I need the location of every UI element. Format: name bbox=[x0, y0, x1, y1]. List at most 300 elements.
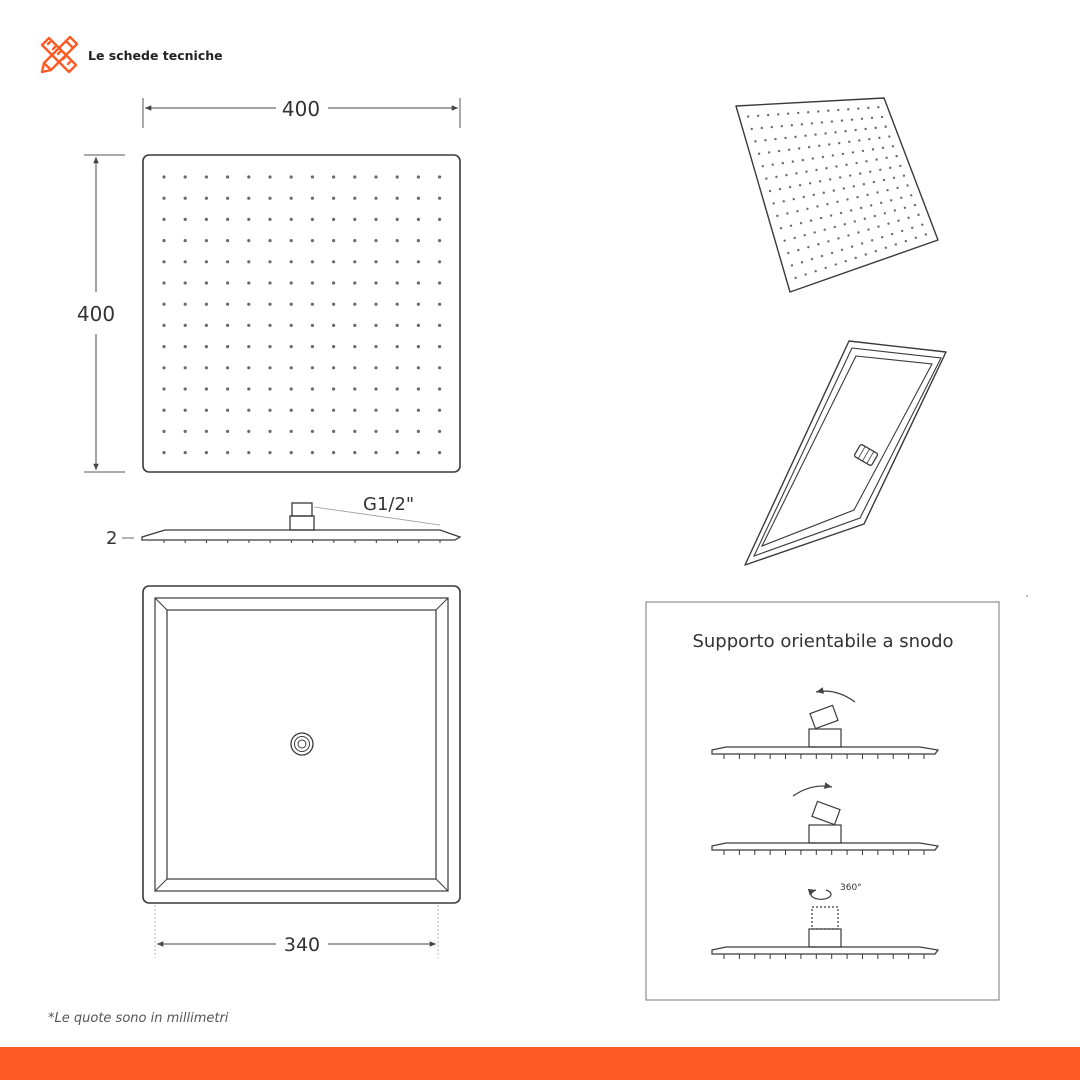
footnote: *Le quote sono in millimetri bbox=[48, 1011, 229, 1026]
nozzle bbox=[779, 188, 781, 190]
nozzle bbox=[776, 215, 778, 217]
nozzle bbox=[874, 215, 876, 217]
nozzle bbox=[762, 165, 764, 167]
nozzle bbox=[162, 239, 165, 242]
nozzle bbox=[396, 366, 399, 369]
nozzle bbox=[205, 281, 208, 284]
nozzle bbox=[205, 260, 208, 263]
nozzle bbox=[438, 239, 441, 242]
nozzle bbox=[226, 175, 229, 178]
height-dimension bbox=[77, 155, 125, 472]
nozzle bbox=[856, 196, 858, 198]
nozzle bbox=[247, 218, 250, 221]
nozzle bbox=[268, 324, 271, 327]
nozzle bbox=[332, 430, 335, 433]
nozzle bbox=[332, 175, 335, 178]
nozzle bbox=[757, 115, 759, 117]
nozzle bbox=[774, 138, 776, 140]
nozzle bbox=[905, 240, 907, 242]
nozzle bbox=[205, 409, 208, 412]
nozzle bbox=[925, 233, 927, 235]
nozzle bbox=[290, 324, 293, 327]
nozzle bbox=[827, 240, 829, 242]
nozzle bbox=[417, 387, 420, 390]
nozzle bbox=[396, 175, 399, 178]
nozzle bbox=[817, 110, 819, 112]
nozzle bbox=[162, 409, 165, 412]
nozzle bbox=[891, 233, 893, 235]
nozzle bbox=[845, 260, 847, 262]
nozzle bbox=[396, 409, 399, 412]
nozzle bbox=[184, 260, 187, 263]
nozzle bbox=[247, 303, 250, 306]
nozzle bbox=[247, 239, 250, 242]
nozzle bbox=[290, 218, 293, 221]
nozzle bbox=[353, 239, 356, 242]
nozzle bbox=[247, 324, 250, 327]
nozzle bbox=[417, 366, 420, 369]
nozzle bbox=[226, 345, 229, 348]
nozzle bbox=[836, 201, 838, 203]
nozzle bbox=[835, 263, 837, 265]
nozzle bbox=[874, 127, 876, 129]
nozzle bbox=[747, 115, 749, 117]
nozzle bbox=[881, 236, 883, 238]
nozzle bbox=[804, 234, 806, 236]
nozzle bbox=[311, 239, 314, 242]
nozzle bbox=[917, 214, 919, 216]
nozzle bbox=[842, 153, 844, 155]
nozzle bbox=[311, 281, 314, 284]
nozzle bbox=[814, 231, 816, 233]
nozzle bbox=[438, 430, 441, 433]
nozzle bbox=[184, 409, 187, 412]
nozzle bbox=[353, 197, 356, 200]
nozzle bbox=[861, 242, 863, 244]
nozzle bbox=[844, 223, 846, 225]
nozzle bbox=[226, 218, 229, 221]
nozzle bbox=[791, 264, 793, 266]
nozzle bbox=[799, 184, 801, 186]
nozzle bbox=[877, 225, 879, 227]
nozzle bbox=[783, 239, 785, 241]
nozzle bbox=[247, 260, 250, 263]
nozzle bbox=[885, 247, 887, 249]
nozzle bbox=[809, 182, 811, 184]
nozzle bbox=[882, 147, 884, 149]
nozzle bbox=[417, 345, 420, 348]
nozzle bbox=[921, 223, 923, 225]
nozzle bbox=[184, 175, 187, 178]
nozzle bbox=[353, 303, 356, 306]
nozzle bbox=[794, 277, 796, 279]
nozzle bbox=[780, 227, 782, 229]
nozzle bbox=[438, 366, 441, 369]
nozzle bbox=[797, 112, 799, 114]
nozzle bbox=[785, 174, 787, 176]
nozzle bbox=[867, 107, 869, 109]
nozzle bbox=[895, 155, 897, 157]
nozzle bbox=[205, 451, 208, 454]
nozzle bbox=[226, 260, 229, 263]
nozzle bbox=[396, 387, 399, 390]
nozzle bbox=[226, 387, 229, 390]
nozzle bbox=[417, 197, 420, 200]
nozzle bbox=[205, 345, 208, 348]
brand-name: Le schede tecniche bbox=[88, 47, 223, 63]
nozzle bbox=[205, 239, 208, 242]
nozzle bbox=[290, 387, 293, 390]
nozzle bbox=[184, 197, 187, 200]
nozzle bbox=[777, 113, 779, 115]
nozzle bbox=[885, 157, 887, 159]
nozzle bbox=[268, 197, 271, 200]
nozzle bbox=[854, 129, 856, 131]
nozzle bbox=[811, 122, 813, 124]
rotate-360-illustration bbox=[712, 883, 938, 959]
nozzle bbox=[438, 409, 441, 412]
nozzle bbox=[290, 281, 293, 284]
nozzle bbox=[833, 189, 835, 191]
nozzle bbox=[794, 136, 796, 138]
nozzle bbox=[311, 260, 314, 263]
nozzle bbox=[890, 199, 892, 201]
nozzle bbox=[374, 409, 377, 412]
nozzle bbox=[438, 197, 441, 200]
nozzle bbox=[858, 139, 860, 141]
nozzle bbox=[205, 366, 208, 369]
nozzle bbox=[268, 430, 271, 433]
nozzle bbox=[184, 303, 187, 306]
nozzle bbox=[247, 197, 250, 200]
nozzle bbox=[438, 260, 441, 263]
nozzle bbox=[824, 132, 826, 134]
nozzle bbox=[861, 118, 863, 120]
nozzle bbox=[871, 239, 873, 241]
nozzle bbox=[332, 197, 335, 200]
nozzle bbox=[417, 451, 420, 454]
nozzle bbox=[374, 303, 377, 306]
nozzle bbox=[247, 387, 250, 390]
nozzle bbox=[832, 154, 834, 156]
nozzle bbox=[863, 183, 865, 185]
nozzle bbox=[417, 324, 420, 327]
nozzle bbox=[781, 125, 783, 127]
nozzle bbox=[835, 165, 837, 167]
nozzle bbox=[793, 237, 795, 239]
nozzle bbox=[374, 366, 377, 369]
nozzle bbox=[805, 170, 807, 172]
nozzle bbox=[888, 135, 890, 137]
nozzle bbox=[311, 451, 314, 454]
nozzle bbox=[353, 345, 356, 348]
nozzle bbox=[881, 116, 883, 118]
inner-width-dimension bbox=[155, 905, 438, 958]
nozzle bbox=[844, 130, 846, 132]
nozzle bbox=[396, 430, 399, 433]
nozzle bbox=[353, 451, 356, 454]
nozzle bbox=[824, 267, 826, 269]
nozzle bbox=[821, 121, 823, 123]
nozzle bbox=[899, 165, 901, 167]
nozzle bbox=[829, 178, 831, 180]
nozzle bbox=[837, 109, 839, 111]
nozzle bbox=[226, 197, 229, 200]
nozzle bbox=[247, 451, 250, 454]
nozzle bbox=[814, 270, 816, 272]
nozzle bbox=[247, 430, 250, 433]
nozzle bbox=[864, 128, 866, 130]
nozzle bbox=[878, 137, 880, 139]
nozzle bbox=[803, 196, 805, 198]
nozzle bbox=[290, 345, 293, 348]
nozzle bbox=[846, 198, 848, 200]
height-label: 400 bbox=[76, 302, 116, 326]
nozzle bbox=[816, 205, 818, 207]
nozzle bbox=[889, 167, 891, 169]
nozzle bbox=[855, 162, 857, 164]
nozzle bbox=[866, 194, 868, 196]
front-view-plate bbox=[143, 155, 460, 472]
nozzle bbox=[838, 142, 840, 144]
nozzle bbox=[396, 239, 399, 242]
nozzle bbox=[311, 409, 314, 412]
nozzle bbox=[268, 281, 271, 284]
nozzle bbox=[815, 169, 817, 171]
nozzle bbox=[396, 260, 399, 263]
nozzle-grid bbox=[162, 175, 441, 454]
nozzle bbox=[438, 345, 441, 348]
support-title: Supporto orientabile a snodo bbox=[692, 631, 954, 652]
inner-width-label: 340 bbox=[283, 934, 321, 956]
nozzle bbox=[417, 281, 420, 284]
nozzle bbox=[893, 177, 895, 179]
nozzle bbox=[852, 151, 854, 153]
nozzle bbox=[877, 106, 879, 108]
nozzle bbox=[290, 430, 293, 433]
nozzle bbox=[810, 219, 812, 221]
nozzle bbox=[417, 430, 420, 433]
nozzle bbox=[857, 231, 859, 233]
nozzle bbox=[767, 114, 769, 116]
nozzle bbox=[311, 387, 314, 390]
nozzle bbox=[782, 162, 784, 164]
nozzle bbox=[268, 366, 271, 369]
nozzle bbox=[769, 190, 771, 192]
nozzle bbox=[831, 120, 833, 122]
nozzle bbox=[764, 139, 766, 141]
nozzle bbox=[876, 191, 878, 193]
nozzle bbox=[396, 345, 399, 348]
nozzle bbox=[775, 176, 777, 178]
nozzle bbox=[438, 218, 441, 221]
nozzle bbox=[834, 226, 836, 228]
nozzle bbox=[205, 324, 208, 327]
nozzle bbox=[162, 366, 165, 369]
nozzle bbox=[851, 119, 853, 121]
nozzle bbox=[787, 252, 789, 254]
nozzle bbox=[311, 324, 314, 327]
nozzle bbox=[801, 261, 803, 263]
nozzle bbox=[268, 260, 271, 263]
nozzle bbox=[438, 387, 441, 390]
nozzle bbox=[754, 140, 756, 142]
nozzle bbox=[771, 126, 773, 128]
nozzle bbox=[773, 202, 775, 204]
nozzle bbox=[811, 258, 813, 260]
nozzle bbox=[332, 281, 335, 284]
nozzle bbox=[332, 366, 335, 369]
nozzle bbox=[226, 281, 229, 284]
nozzle bbox=[843, 187, 845, 189]
nozzle bbox=[857, 107, 859, 109]
nozzle bbox=[818, 145, 820, 147]
nozzle bbox=[226, 366, 229, 369]
nozzle bbox=[847, 234, 849, 236]
nozzle bbox=[226, 409, 229, 412]
nozzle bbox=[872, 148, 874, 150]
nozzle bbox=[868, 138, 870, 140]
nozzle bbox=[884, 126, 886, 128]
nozzle bbox=[311, 303, 314, 306]
nozzle bbox=[162, 260, 165, 263]
nozzle bbox=[374, 218, 377, 221]
nozzle bbox=[850, 209, 852, 211]
tilt-forward-illustration bbox=[712, 786, 938, 855]
nozzle bbox=[396, 303, 399, 306]
nozzle bbox=[184, 451, 187, 454]
nozzle bbox=[205, 197, 208, 200]
nozzle bbox=[840, 212, 842, 214]
nozzle bbox=[834, 131, 836, 133]
nozzle bbox=[205, 175, 208, 178]
nozzle bbox=[853, 185, 855, 187]
nozzle bbox=[821, 255, 823, 257]
nozzle bbox=[758, 153, 760, 155]
nozzle bbox=[247, 281, 250, 284]
nozzle bbox=[268, 409, 271, 412]
nozzle bbox=[879, 169, 881, 171]
nozzle bbox=[862, 150, 864, 152]
connection-label: G1/2" bbox=[363, 494, 415, 515]
nozzle bbox=[808, 146, 810, 148]
nozzle bbox=[162, 175, 165, 178]
nozzle bbox=[162, 197, 165, 200]
nozzle bbox=[332, 303, 335, 306]
nozzle bbox=[790, 224, 792, 226]
nozzle bbox=[438, 175, 441, 178]
nozzle bbox=[841, 249, 843, 251]
nozzle bbox=[374, 260, 377, 263]
nozzle bbox=[332, 387, 335, 390]
nozzle bbox=[784, 137, 786, 139]
nozzle bbox=[353, 175, 356, 178]
nozzle bbox=[438, 324, 441, 327]
perspective-back-view bbox=[745, 341, 946, 565]
nozzle bbox=[837, 237, 839, 239]
nozzle bbox=[353, 218, 356, 221]
nozzle bbox=[268, 239, 271, 242]
nozzle bbox=[332, 239, 335, 242]
nozzle bbox=[793, 198, 795, 200]
nozzle bbox=[374, 175, 377, 178]
nozzle bbox=[184, 430, 187, 433]
nozzle bbox=[886, 189, 888, 191]
nozzle bbox=[417, 303, 420, 306]
nozzle bbox=[825, 167, 827, 169]
thickness-label: 2 bbox=[106, 528, 118, 549]
nozzle bbox=[290, 366, 293, 369]
nozzle bbox=[865, 253, 867, 255]
nozzle bbox=[268, 345, 271, 348]
nozzle bbox=[162, 303, 165, 306]
nozzle bbox=[332, 324, 335, 327]
nozzle bbox=[883, 179, 885, 181]
nozzle bbox=[795, 172, 797, 174]
nozzle bbox=[887, 222, 889, 224]
nozzle bbox=[162, 451, 165, 454]
nozzle bbox=[783, 200, 785, 202]
nozzle bbox=[814, 133, 816, 135]
nozzle bbox=[830, 214, 832, 216]
nozzle bbox=[332, 218, 335, 221]
nozzle bbox=[867, 228, 869, 230]
nozzle bbox=[226, 239, 229, 242]
nozzle bbox=[311, 218, 314, 221]
nozzle bbox=[819, 180, 821, 182]
nozzle bbox=[768, 151, 770, 153]
back-view bbox=[143, 586, 460, 903]
nozzle bbox=[804, 273, 806, 275]
nozzle bbox=[374, 197, 377, 200]
nozzle bbox=[396, 218, 399, 221]
nozzle bbox=[796, 210, 798, 212]
nozzle bbox=[332, 451, 335, 454]
nozzle bbox=[396, 281, 399, 284]
perspective-front-view bbox=[736, 98, 938, 292]
nozzle bbox=[807, 246, 809, 248]
nozzle bbox=[801, 123, 803, 125]
nozzle bbox=[765, 177, 767, 179]
nozzle bbox=[353, 260, 356, 263]
nozzle bbox=[900, 197, 902, 199]
nozzle bbox=[353, 387, 356, 390]
nozzle bbox=[751, 128, 753, 130]
width-dimension bbox=[143, 97, 460, 128]
nozzle bbox=[290, 303, 293, 306]
nozzle bbox=[772, 163, 774, 165]
nozzle bbox=[884, 212, 886, 214]
nozzle bbox=[290, 197, 293, 200]
side-profile bbox=[106, 494, 460, 549]
nozzle bbox=[865, 160, 867, 162]
nozzle bbox=[800, 222, 802, 224]
nozzle bbox=[290, 239, 293, 242]
rotation-label: 360° bbox=[840, 883, 862, 893]
nozzle bbox=[311, 366, 314, 369]
nozzle bbox=[268, 303, 271, 306]
nozzle bbox=[798, 147, 800, 149]
nozzle bbox=[268, 387, 271, 390]
nozzle bbox=[847, 108, 849, 110]
nozzle bbox=[374, 430, 377, 433]
nozzle bbox=[353, 281, 356, 284]
nozzle bbox=[374, 324, 377, 327]
nozzle bbox=[162, 324, 165, 327]
nozzle bbox=[859, 172, 861, 174]
nozzle bbox=[761, 127, 763, 129]
nozzle bbox=[162, 345, 165, 348]
